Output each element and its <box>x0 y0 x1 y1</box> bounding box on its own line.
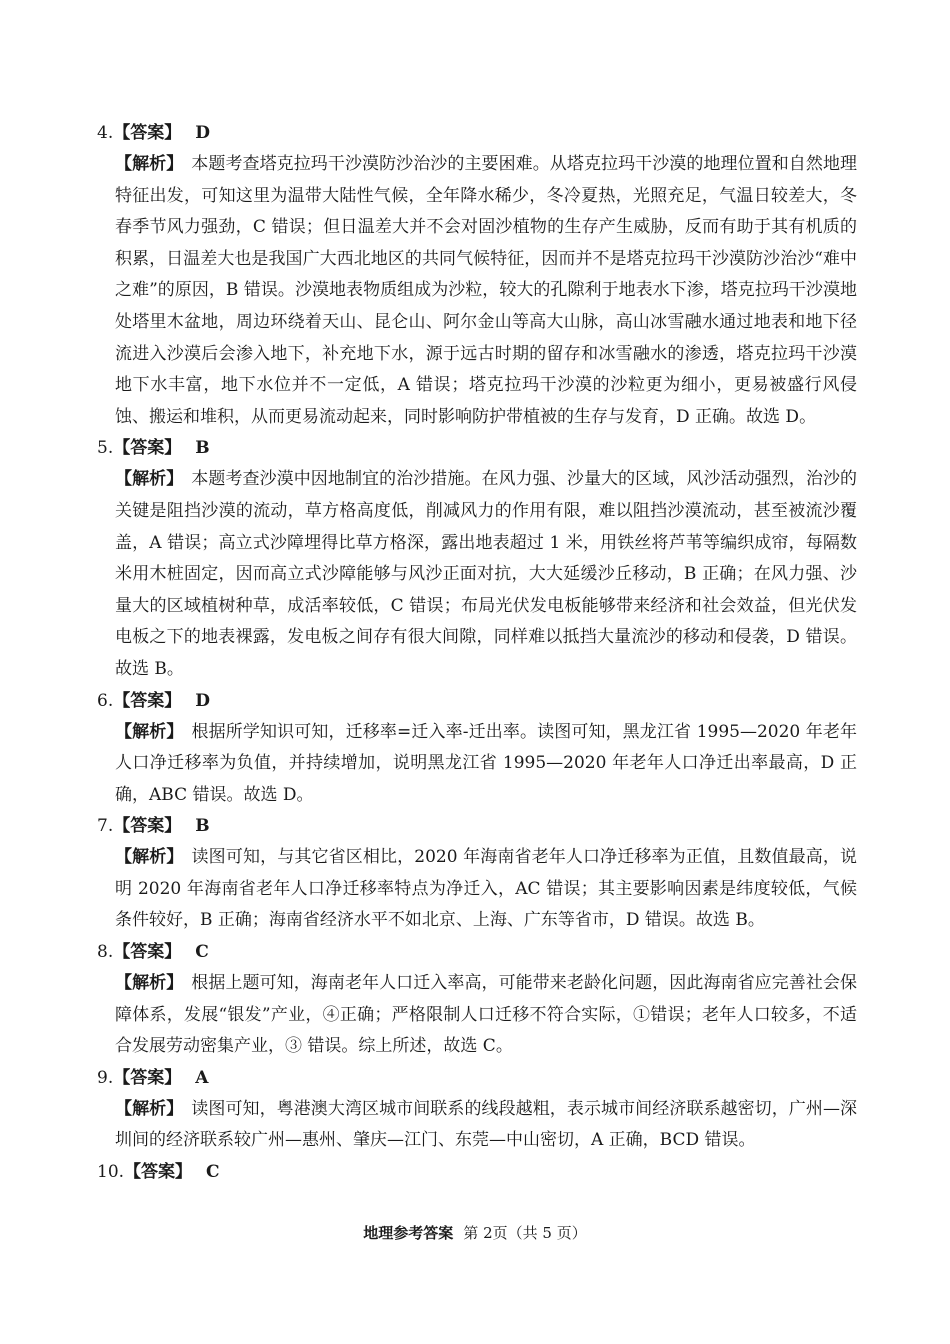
analysis-text: 读图可知，与其它省区相比，2020 年海南省老年人口净迁移率为正值，且数值最高，说明 2020 年海南省老年人口净迁移率特点为净迁入，AC 错误；其主要影响因素是纬度较低，气候条件较好，B 正确；海南省经济水平不如北京、上海、广东等省市，D 错误。故选 B。 <box>115 847 858 931</box>
analysis-text: 本题考查塔克拉玛干沙漠防沙治沙的主要困难。从塔克拉玛干沙漠的地理位置和自然地理特征出发，可知这里为温带大陆性气候，全年降水稀少，冬冷夏热，光照充足，气温日较差大，冬春季节风力强劲，C 错误；但日温差大并不会对固沙植物的生存产生威胁，反而有助于其有机质的积累，日温差大也是我国广大西北地区的共同气候特征，因而并不是塔克拉玛干沙漠防沙治沙“难中之难”的原因，B 错误。沙漠地表物质组成为沙粒，较大的孔隙利于地表水下渗，塔克拉玛干沙漠地处塔里木盆地，周边环绕着天山、昆仑山、阿尔金山等高大山脉，高山冰雪融水通过地表和地下径流进入沙漠后会渗入地下，补充地下水，源于远古时期的留存和冰雪融水的渗透，塔克拉玛干沙漠地下水丰富，地下水位并不一定低，A 错误；塔克拉玛干沙漠的沙粒更为细小，更易被盛行风侵蚀、搬运和堆积，从而更易流动起来，同时影响防护带植被的生存与发育，D 正确。故选 D。 <box>115 154 858 427</box>
answer-line <box>97 1063 857 1094</box>
answer-label: 【答案】 <box>113 438 182 459</box>
answer-label: 【答案】 <box>113 690 182 711</box>
question-4 <box>97 118 857 433</box>
answer-label: 【答案】 <box>113 1067 182 1088</box>
question-number: 7. <box>97 816 114 837</box>
answer-label: 【答案】 <box>113 942 182 963</box>
question-number: 6. <box>97 690 114 711</box>
analysis-text: 根据所学知识可知，迁移率=迁入率-迁出率。读图可知，黑龙江省 1995—2020 年老年人口净迁移率为负值，并持续增加，说明黑龙江省 1995—2020 年老年人口净迁出率最高，D 正确，ABC 错误。故选 D。 <box>115 721 858 805</box>
answer-line <box>97 811 857 842</box>
footer-page-number: 第 2页（共 5 页） <box>463 1224 587 1242</box>
question-number: 8. <box>97 942 114 963</box>
answer-value: C <box>206 1162 220 1183</box>
question-7 <box>97 811 857 937</box>
answer-value: C <box>195 942 209 963</box>
answer-label: 【答案】 <box>124 1162 193 1183</box>
footer-title: 地理参考答案 <box>363 1224 454 1242</box>
answer-value: B <box>195 816 210 837</box>
answer-line <box>97 937 857 968</box>
analysis-label: 【解析】 <box>115 469 184 490</box>
analysis-paragraph <box>97 968 857 1063</box>
question-9 <box>97 1063 857 1157</box>
analysis-paragraph <box>97 464 857 685</box>
analysis-label: 【解析】 <box>115 1098 184 1119</box>
analysis-text: 根据上题可知，海南老年人口迁入率高，可能带来老龄化问题，因此海南省应完善社会保障体系，发展“银发”产业，④正确；严格限制人口迁移不符合实际，①错误；老年人口较多，不适合发展劳动密集产业，③ 错误。综上所述，故选 C。 <box>115 973 858 1057</box>
answer-line <box>97 118 857 149</box>
question-6 <box>97 686 857 812</box>
answer-value: D <box>195 690 210 711</box>
answer-label: 【答案】 <box>113 123 182 143</box>
answer-line <box>97 1157 857 1188</box>
answer-line <box>97 686 857 717</box>
answer-value: A <box>195 1067 209 1088</box>
question-number: 10. <box>97 1162 125 1183</box>
analysis-paragraph <box>97 149 857 433</box>
analysis-paragraph <box>97 842 857 937</box>
answer-line <box>97 433 857 464</box>
analysis-paragraph <box>97 1094 857 1157</box>
question-8 <box>97 937 857 1063</box>
question-5 <box>97 433 857 685</box>
analysis-paragraph <box>97 717 857 812</box>
analysis-text: 读图可知，粤港澳大湾区城市间联系的线段越粗，表示城市间经济联系越密切，广州—深圳间的经济联系较广州—惠州、肇庆—江门、东莞—中山密切，A 正确，BCD 错误。 <box>115 1098 858 1151</box>
analysis-label: 【解析】 <box>115 847 184 868</box>
analysis-label: 【解析】 <box>115 154 184 174</box>
question-number: 9. <box>97 1067 114 1088</box>
answer-label: 【答案】 <box>113 816 182 837</box>
analysis-text: 本题考查沙漠中因地制宜的治沙措施。在风力强、沙量大的区域，风沙活动强烈，治沙的关键是阻挡沙漠的流动，草方格高度低，削减风力的作用有限，难以阻挡沙漠流动，甚至被流沙覆盖，A 错误；高立式沙障埋得比草方格深，露出地表超过 1 米，用铁丝将芦苇等编织成帘，每隔数米用木桩固定，因而高立式沙障能够与风沙正面对抗，大大延缓沙丘移动，B 正确；在风力强、沙量大的区域植树种草，成活率较低，C 错误；布局光伏发电板能够带来经济和社会效益，但光伏发电板之下的地表裸露，发电板之间存有很大间隙，同样难以抵挡大量流沙的移动和侵袭，D 错误。故选 B。 <box>115 469 858 679</box>
answer-value: D <box>195 123 210 143</box>
question-number: 4. <box>97 123 114 143</box>
question-number: 5. <box>97 438 114 459</box>
page-footer <box>0 1222 950 1244</box>
analysis-label: 【解析】 <box>115 721 184 742</box>
answer-value: B <box>195 438 210 459</box>
question-10 <box>97 1157 857 1188</box>
answer-content <box>97 118 857 1188</box>
analysis-label: 【解析】 <box>115 973 184 994</box>
